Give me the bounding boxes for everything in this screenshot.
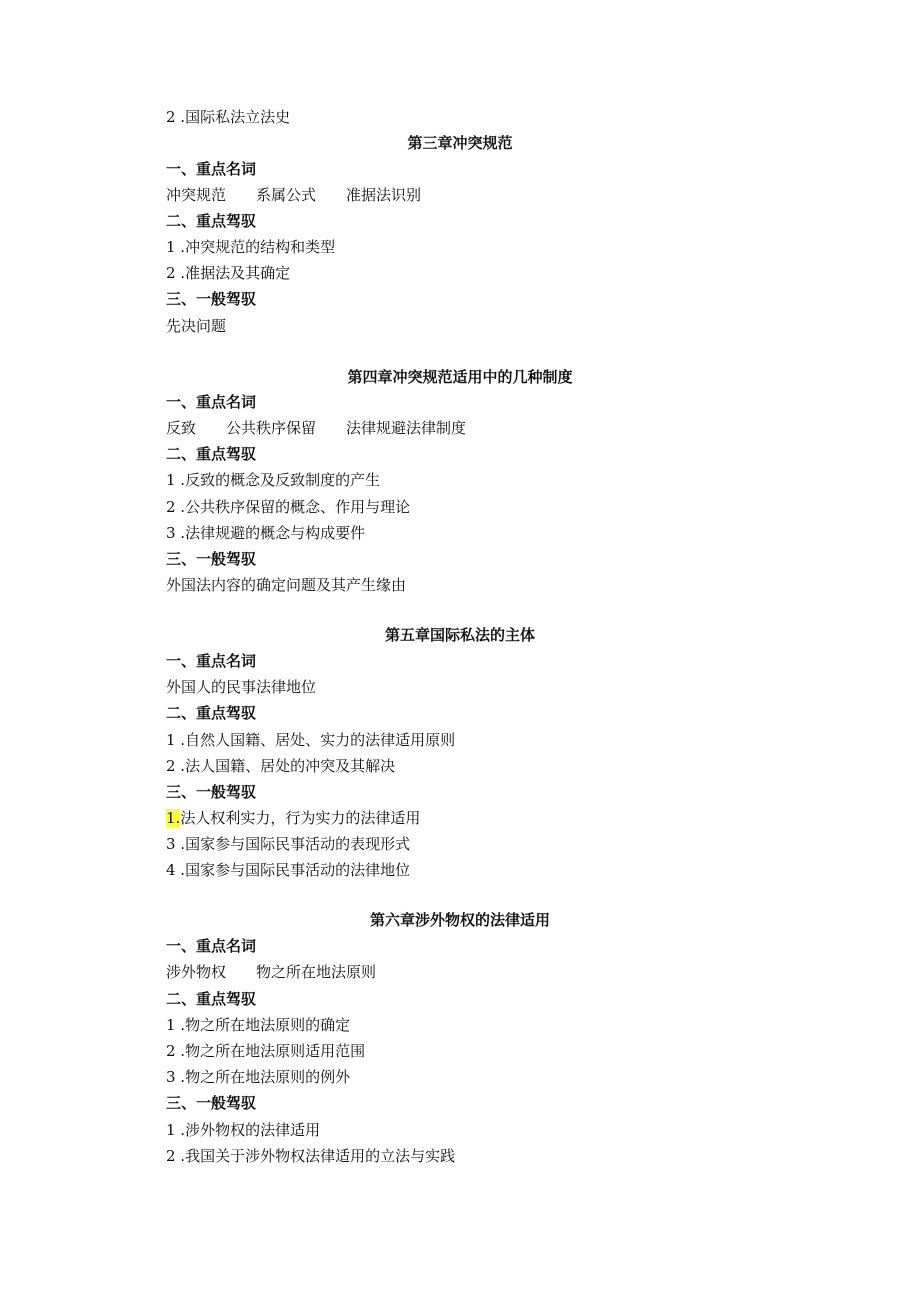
section-heading: 三、一般驾驭 <box>166 783 257 801</box>
list-item: 2 .法人国籍、居处的冲突及其解决 <box>166 757 396 775</box>
section-heading: 三、一般驾驭 <box>166 290 257 308</box>
term: 物之所在地法原则 <box>256 963 377 981</box>
list-item: 先决问题 <box>166 317 227 335</box>
term-list <box>166 418 466 438</box>
list-item <box>166 808 420 828</box>
section-heading: 一、重点名词 <box>166 393 257 411</box>
section-heading: 二、重点驾驭 <box>166 704 257 722</box>
term: 反致 <box>166 419 197 437</box>
list-item: 1 .自然人国籍、居处、实力的法律适用原则 <box>166 731 456 749</box>
list-item: 3 .法律规避的概念与构成要件 <box>166 524 366 542</box>
list-item: 2 .国际私法立法史 <box>166 108 291 126</box>
term-list <box>166 962 376 982</box>
list-item: 1 .物之所在地法原则的确定 <box>166 1016 351 1034</box>
section-heading: 三、一般驾驭 <box>166 1094 257 1112</box>
term: 法律规避法律制度 <box>346 419 467 437</box>
chapter-title: 第三章冲突规范 <box>407 134 513 152</box>
list-item: 1 .反致的概念及反致制度的产生 <box>166 471 381 489</box>
section-heading: 二、重点驾驭 <box>166 445 257 463</box>
term: 公共秩序保留 <box>226 419 317 437</box>
term: 准据法识别 <box>346 186 422 204</box>
list-item-text: 法人权利实力，行为实力的法律适用 <box>180 809 421 827</box>
section-heading: 三、一般驾驭 <box>166 550 257 568</box>
section-heading: 二、重点驾驭 <box>166 212 257 230</box>
term-list <box>166 185 421 205</box>
term: 系属公式 <box>256 186 317 204</box>
list-item: 1 .涉外物权的法律适用 <box>166 1121 321 1139</box>
list-item: 1 .冲突规范的结构和类型 <box>166 238 336 256</box>
chapter-title: 第五章国际私法的主体 <box>384 626 535 644</box>
section-heading: 一、重点名词 <box>166 937 257 955</box>
term: 冲突规范 <box>166 186 227 204</box>
list-item: 3 .国家参与国际民事活动的表现形式 <box>166 835 411 853</box>
list-item: 外国人的民事法律地位 <box>166 678 317 696</box>
list-item: 2 .物之所在地法原则适用范围 <box>166 1042 366 1060</box>
list-item: 2 .我国关于涉外物权法律适用的立法与实践 <box>166 1147 456 1165</box>
chapter-title: 第六章涉外物权的法律适用 <box>369 911 550 929</box>
term: 涉外物权 <box>166 963 227 981</box>
list-item: 外国法内容的确定问题及其产生缘由 <box>166 576 407 594</box>
chapter-title: 第四章冲突规范适用中的几种制度 <box>347 368 573 386</box>
list-item: 4 .国家参与国际民事活动的法律地位 <box>166 861 411 879</box>
list-item: 2 .准据法及其确定 <box>166 264 291 282</box>
section-heading: 二、重点驾驭 <box>166 990 257 1008</box>
section-heading: 一、重点名词 <box>166 652 257 670</box>
highlighted-number: 1. <box>166 809 181 827</box>
section-heading: 一、重点名词 <box>166 160 257 178</box>
list-item: 2 .公共秩序保留的概念、作用与理论 <box>166 498 411 516</box>
list-item: 3 .物之所在地法原则的例外 <box>166 1068 351 1086</box>
